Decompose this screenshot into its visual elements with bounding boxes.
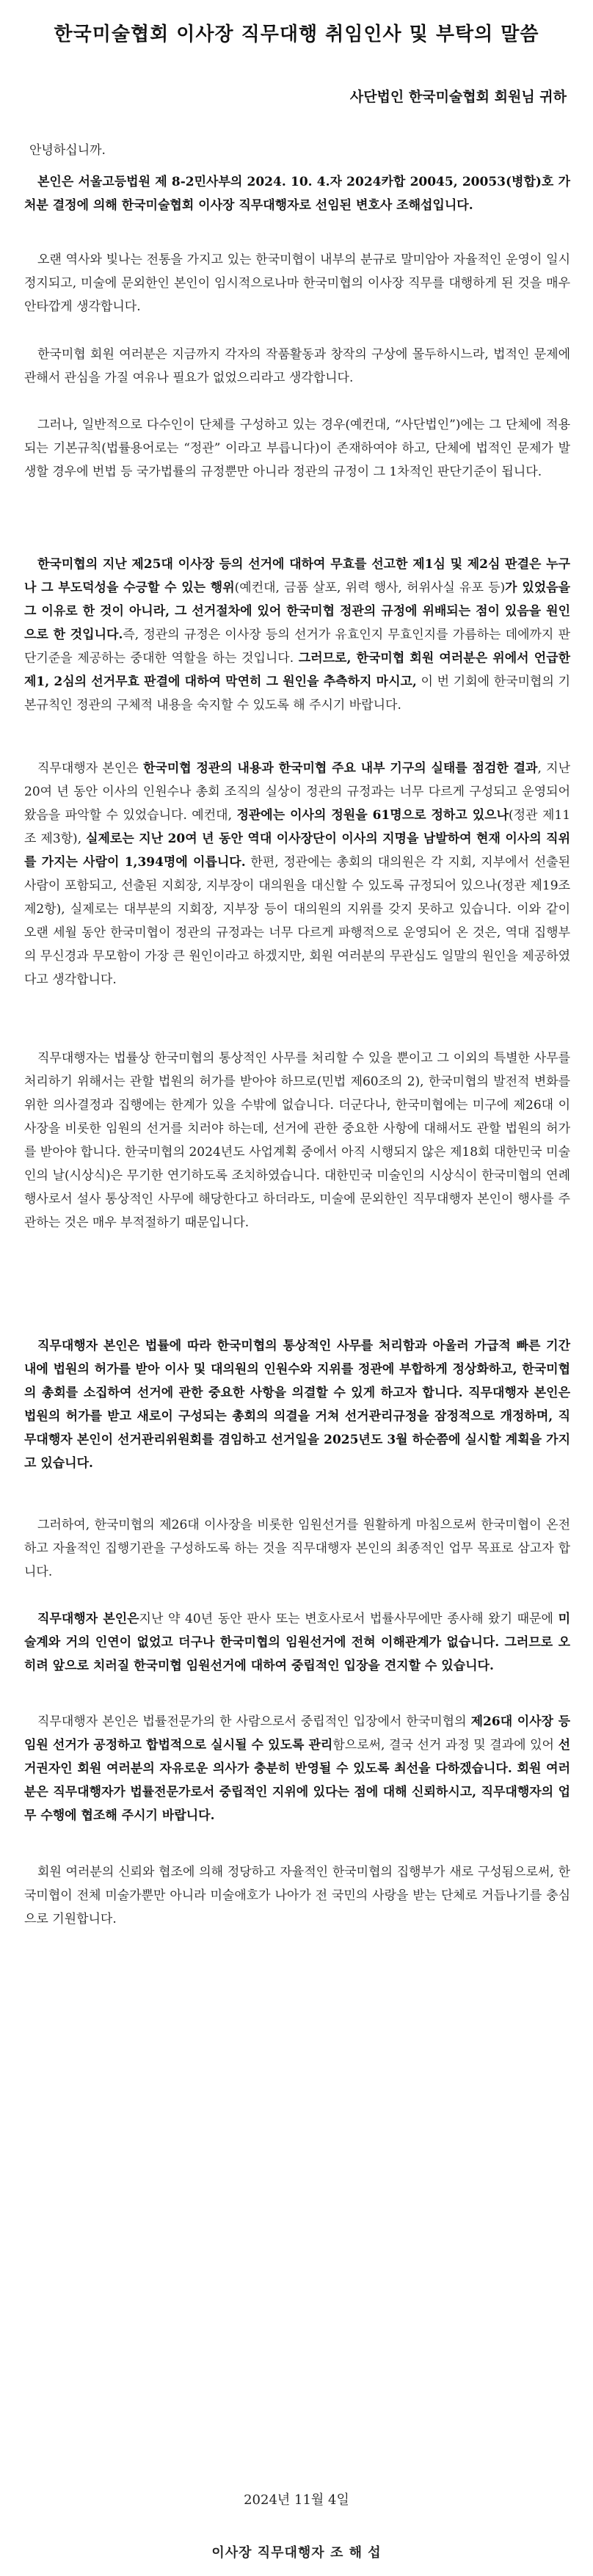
paragraph-internal-review: [24, 757, 570, 992]
text-run: 회원 여러분의 신뢰와 협조에 의해 정당하고 자율적인 한국미협의 집행부가 새로 구성됨으로써, 한국미협이 전체 미술가뿐만 아니라 미술애호가 나아가 전 국민의 사랑을 받는 단체로 거듭나기를 충심으로 기원합니다.: [24, 1865, 570, 1926]
signature-line: 이사장 직무대행자 조 해 섭: [211, 2545, 382, 2561]
text-run: , 지난 20여 년 동안 이사의 인원수나 총회 조직의 실상이 정관의 규정과는 너무 다르게 구성되고 운영되어왔음을 파악할 수 있었습니다. 예컨대,: [24, 761, 570, 823]
bold-text-run: 그러므로, 한국미협 회원 여러분은 위에서 언급한 제1, 2심의 선거무효 판결에 대하여 막연히 그 원인을 추측하지 마시고,: [24, 651, 570, 689]
text-run: (정관 제11조 제3항),: [24, 808, 571, 846]
addressee-line: 사단법인 한국미술협회 회원님 귀하: [349, 89, 567, 105]
text-run: (예컨대, 금품 살포, 위력 행사, 허위사실 유포 등): [234, 581, 506, 595]
paragraph-acting-duties: [24, 1047, 570, 1234]
bold-text-run: 선거권자인 회원 여러분의 자유로운 의사가 충분히 반영될 수 있도록 최선을 다하겠습니다. 회원 여러분은 직무대행자가 법률전문가로서 중립적인 지위에 있다는 점에 대해 신뢰하시고, 직무대행자의 업무 수행에 협조해 주시기 바랍니다.: [24, 1738, 570, 1823]
bold-text-run: 한국미협의 지난 제25대 이사장 등의 선거에 대하여 무효를 선고한 제1심 및 제2심 판결은 누구나 그 부도덕성을 수긍할 수 있는 행위: [24, 557, 570, 595]
text-run: 그러나, 일반적으로 다수인이 단체를 구성하고 있는 경우(예컨대, “사단법인”)에는 그 단체에 적용되는 기본규칙(법률용어로는 “정관” 이라고 부릅니다)이 존재하여야 하고, 단체에 법적인 문제가 발생할 경우에 번법 등 국가법률의 규정뿐만 아니라 정관의 규정이 그 1차적인 판단기준이 됩니다.: [24, 418, 570, 479]
bold-text-run: 제26대 이사장 등 임원 선거가 공정하고 합법적으로 실시될 수 있도록 관리: [24, 1714, 570, 1753]
paragraph-appointment: [24, 170, 570, 217]
bold-text-run: 한국미협 정관의 내용과 한국미협 주요 내부 기구의 실태를 점검한 결과: [142, 761, 538, 776]
paragraph-fair-election: [24, 1710, 570, 1827]
paragraph-members: [24, 343, 570, 390]
text-run: 오랜 역사와 빛나는 전통을 가지고 있는 한국미협이 내부의 분규로 말미암아 자율적인 운영이 일시 정지되고, 미술에 문외한인 본인이 임시적으로나마 한국미협의 이사장 직무를 대행하게 된 것을 매우 안타깝게 생각합니다.: [24, 252, 570, 314]
text-run: 지난 약 40년 동안 판사 또는 변호사로서 법률사무에만 종사해 왔기 때문에: [139, 1612, 559, 1626]
bold-text-run: 직무대행자 본인은 법률에 따라 한국미협의 통상적인 사무를 처리함과 아울러 가급적 빠른 기간 내에 법원의 허가를 받아 이사 및 대의원의 인원수와 지위를 정관에 부합하게 정상화하고, 한국미협의 총회를 소집하여 선거에 관한 중요한 사항을 의결할 수 있게 하고자 합니다. 직무대행자 본인은 법원의 허가를 받고 새로이 구성되는 총회의 의결을 거쳐 선거관리규정을 잠정적으로 개정하며, 직무대행자 본인이 선거관리위원회를 겸임하고 선거일을 2025년도 3월 하순쯤에 실시할 계획을 가지고 있습니다.: [24, 1339, 570, 1471]
paragraph-regret: [24, 248, 570, 319]
text-run: 즉, 정관의 규정은 이사장 등의 선거가 유효인지 무효인지를 가름하는 데에까지 판단기준을 제공하는 중대한 역할을 하는 것입니다.: [24, 627, 570, 666]
letter-title: 한국미술협회 이사장 직무대행 취임인사 및 부탁의 말씀: [54, 23, 539, 46]
paragraph-neutrality: [24, 1607, 570, 1678]
paragraph-final-goal: [24, 1513, 570, 1584]
bold-text-run: 직무대행자 본인은: [37, 1612, 139, 1626]
bold-text-run: 가 있었음을 그 이유로 한 것이 아니라, 그 선거절차에 있어 한국미협 정관의 규정에 위배되는 점이 있음을 원인으로 한 것입니다.: [24, 581, 571, 642]
text-run: 직무대행자 본인은: [37, 761, 143, 776]
text-run: 한국미협 회원 여러분은 지금까지 각자의 작품활동과 창작의 구상에 몰두하시느라, 법적인 문제에 관해서 관심을 가질 여유나 필요가 없었으리라고 생각합니다.: [24, 347, 570, 385]
letter-date: 2024년 11월 4일: [244, 2492, 349, 2508]
paragraph-election-ruling: [24, 553, 570, 717]
bold-text-run: 미술계와 거의 인연이 없었고 더구나 한국미협의 임원선거에 전혀 이해관계가 없습니다. 그러므로 오히려 앞으로 치러질 한국미협 임원선거에 대하여 중립적인 입장을 견지할 수 있습니다.: [24, 1612, 571, 1673]
paragraph-election-plan: [24, 1334, 570, 1475]
text-run: 그러하여, 한국미협의 제26대 이사장을 비롯한 임원선거를 원활하게 마침으로써 한국미협이 온전하고 자율적인 집행기관을 구성하도록 하는 것을 직무대행자 본인의 최종적인 업무 목표로 삼고자 합니다.: [24, 1518, 570, 1579]
text-run: 한편, 정관에는 총회의 대의원은 각 지회, 지부에서 선출된 사람이 포함되고, 선출된 지회장, 지부장이 대의원을 대신할 수 있도록 규정되어 있으나(정관 제19조 제2항), 실제로는 대부분의 지회장, 지부장 등이 대의원의 지위를 갖지 못하고 있습니다. 이와 같이 오랜 세월 동안 한국미협이 정관의 규정과는 너무 다르게 파행적으로 운영되어 온 것은, 역대 집행부의 무신경과 무모함이 가장 큰 원인이라고 하겠지만, 회원 여러분의 무관심도 일말의 원인을 제공하였다고 생각합니다.: [24, 855, 570, 987]
greeting-line: 안녕하십니까.: [29, 143, 106, 158]
bold-text-run: 실제로는 지난 20여 년 동안 역대 이사장단이 이사의 지명을 남발하여 현재 이사의 직위를 가지는 사람이 1,394명에 이릅니다.: [24, 832, 570, 870]
text-run: 직무대행자 본인은 법률전문가의 한 사람으로서 중립적인 입장에서 한국미협의: [37, 1714, 471, 1729]
bold-text-run: 정관에는 이사의 정원을 61명으로 정하고 있으나: [236, 808, 509, 823]
paragraph-closing-wish: [24, 1860, 570, 1931]
paragraph-articles-of-incorporation: [24, 413, 570, 484]
text-run: 직무대행자는 법률상 한국미협의 통상적인 사무를 처리할 수 있을 뿐이고 그 이외의 특별한 사무를 처리하기 위해서는 관할 법원의 허가를 받아야 하므로(민법 제60조의 2), 한국미협의 발전적 변화를 위한 의사결정과 집행에는 한계가 있을 수밖에 없습니다. 더군다나, 한국미협에는 미구에 제26대 이사장을 비롯한 임원의 선거를 치러야 하는데, 선거에 관한 중요한 사항에 대해서도 관할 법원의 허가를 받아야 합니다. 한국미협의 2024년도 사업계획 중에서 아직 시행되지 않은 제18회 대한민국 미술인의 날(시상식)은 무기한 연기하도록 조치하였습니다. 대한민국 미술인의 시상식이 한국미협의 연례 행사로서 설사 통상적인 사무에 해당한다고 하더라도, 미술에 문외한인 직무대행자 본인이 행사를 주관하는 것은 매우 부적절하기 때문입니다.: [24, 1051, 570, 1230]
text-run: 이 번 기회에 한국미협의 기본규칙인 정관의 구체적 내용을 숙지할 수 있도록 해 주시기 바랍니다.: [24, 674, 570, 713]
text-run: 함으로써, 결국 선거 과정 및 결과에 있어: [332, 1738, 559, 1753]
bold-text-run: 본인은 서울고등법원 제 8-2민사부의 2024. 10. 4.자 2024카합 20045, 20053(병합)호 가처분 결정에 의해 한국미술협회 이사장 직무대행자로 선임된 변호사 조해섭입니다.: [24, 175, 570, 213]
